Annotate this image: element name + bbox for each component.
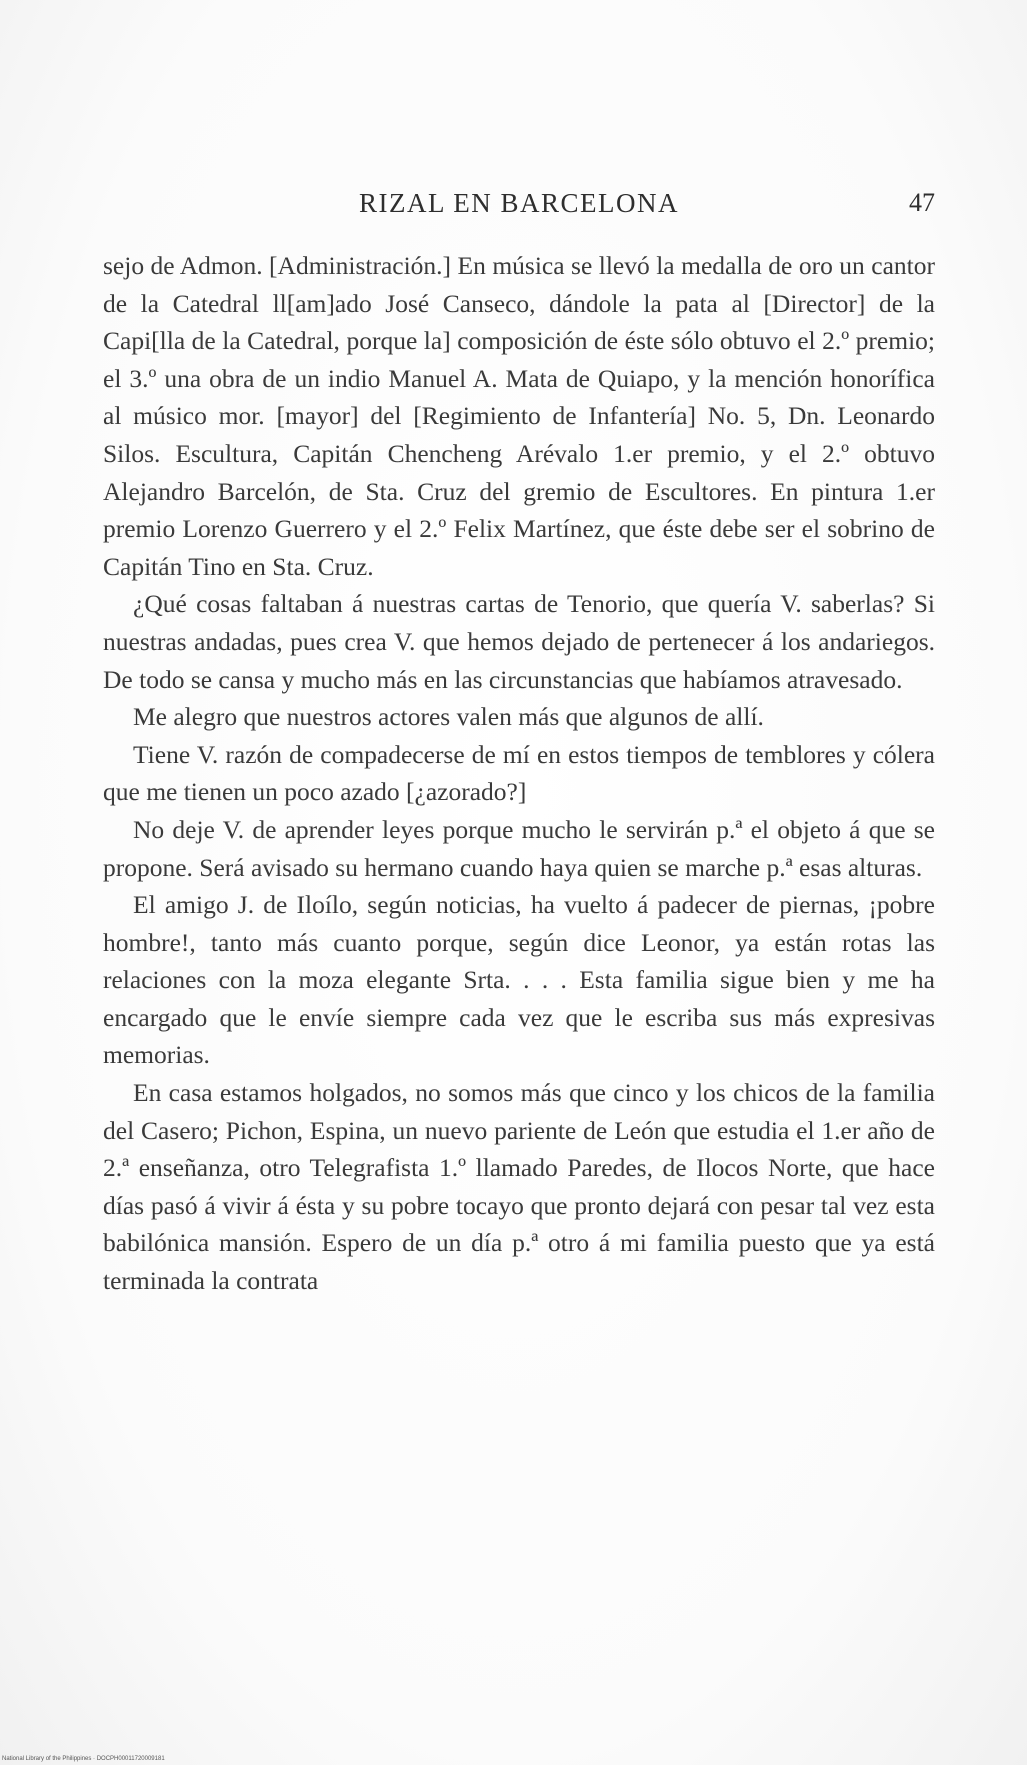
running-title: RIZAL EN BARCELONA	[359, 188, 679, 218]
paragraph-4: Tiene V. razón de compadecerse de mí en estos tiempos de temblores y cólera que me tienen un poco azado [¿azorado?]	[103, 739, 935, 807]
page-header	[103, 188, 935, 228]
paragraph-7: En casa estamos holgados, no somos más que cinco y los chicos de la familia del Casero; Pichon, Espina, un nuevo pariente de León que estudia el 1.er año de 2.ª enseñanza, otro Telegrafista 1.º llamado Paredes, de Ilocos Norte, que hace días pasó á vivir á ésta y su pobre tocayo que pronto dejará con pesar tal vez esta babilónica mansión. Espero de un día p.ª otro á mi familia puesto que ya está terminada la contrata	[103, 1078, 935, 1296]
paragraph-6: El amigo J. de Iloílo, según noticias, ha vuelto á padecer de piernas, ¡pobre hombre!, tanto más cuanto porque, según dice Leonor, ya están rotas las relaciones con la moza elegante Srta. . . . Esta familia sigue bien y me ha encargado que le envíe siempre cada vez que le escriba sus más expresivas memorias.	[103, 890, 935, 1070]
paragraph-3: Me alegro que nuestros actores valen más que algunos de allí.	[133, 702, 764, 732]
paragraph-5: No deje V. de aprender leyes porque mucho le servirán p.ª el objeto á que se propone. Será avisado su hermano cuando haya quien se marche p.ª esas alturas.	[103, 814, 935, 882]
paragraph-2: ¿Qué cosas faltaban á nuestras cartas de Tenorio, que quería V. saberlas? Si nuestras andadas, pues crea V. que hemos dejado de pertenecer á los andariegos. De todo se cansa y mucho más en las circunstancias que habíamos atravesado.	[103, 589, 935, 694]
page-number: 47	[909, 188, 935, 217]
paragraph-1: sejo de Admon. [Administración.] En música se llevó la medalla de oro un cantor de la Catedral ll[am]ado José Canseco, dándole la pata al [Director] de la Capi[lla de la Catedral, porque la] composición de éste sólo obtuvo el 2.º premio; el 3.º una obra de un indio Manuel A. Mata de Quiapo, y la mención honorífica al músico mor. [mayor] del [Regimiento de Infantería] No. 5, Dn. Leonardo Silos. Escultura, Capitán Chencheng Arévalo 1.er premio, y el 2.º obtuvo Alejandro Barcelón, de Sta. Cruz del gremio de Escultores. En pintura 1.er premio Lorenzo Guerrero y el 2.º Felix Martínez, que éste debe ser el sobrino de Capitán Tino en Sta. Cruz.	[103, 251, 935, 581]
scan-credit: National Library of the Philippines · DOCPH00011720009181	[2, 1756, 165, 1762]
body-text	[103, 247, 935, 1300]
